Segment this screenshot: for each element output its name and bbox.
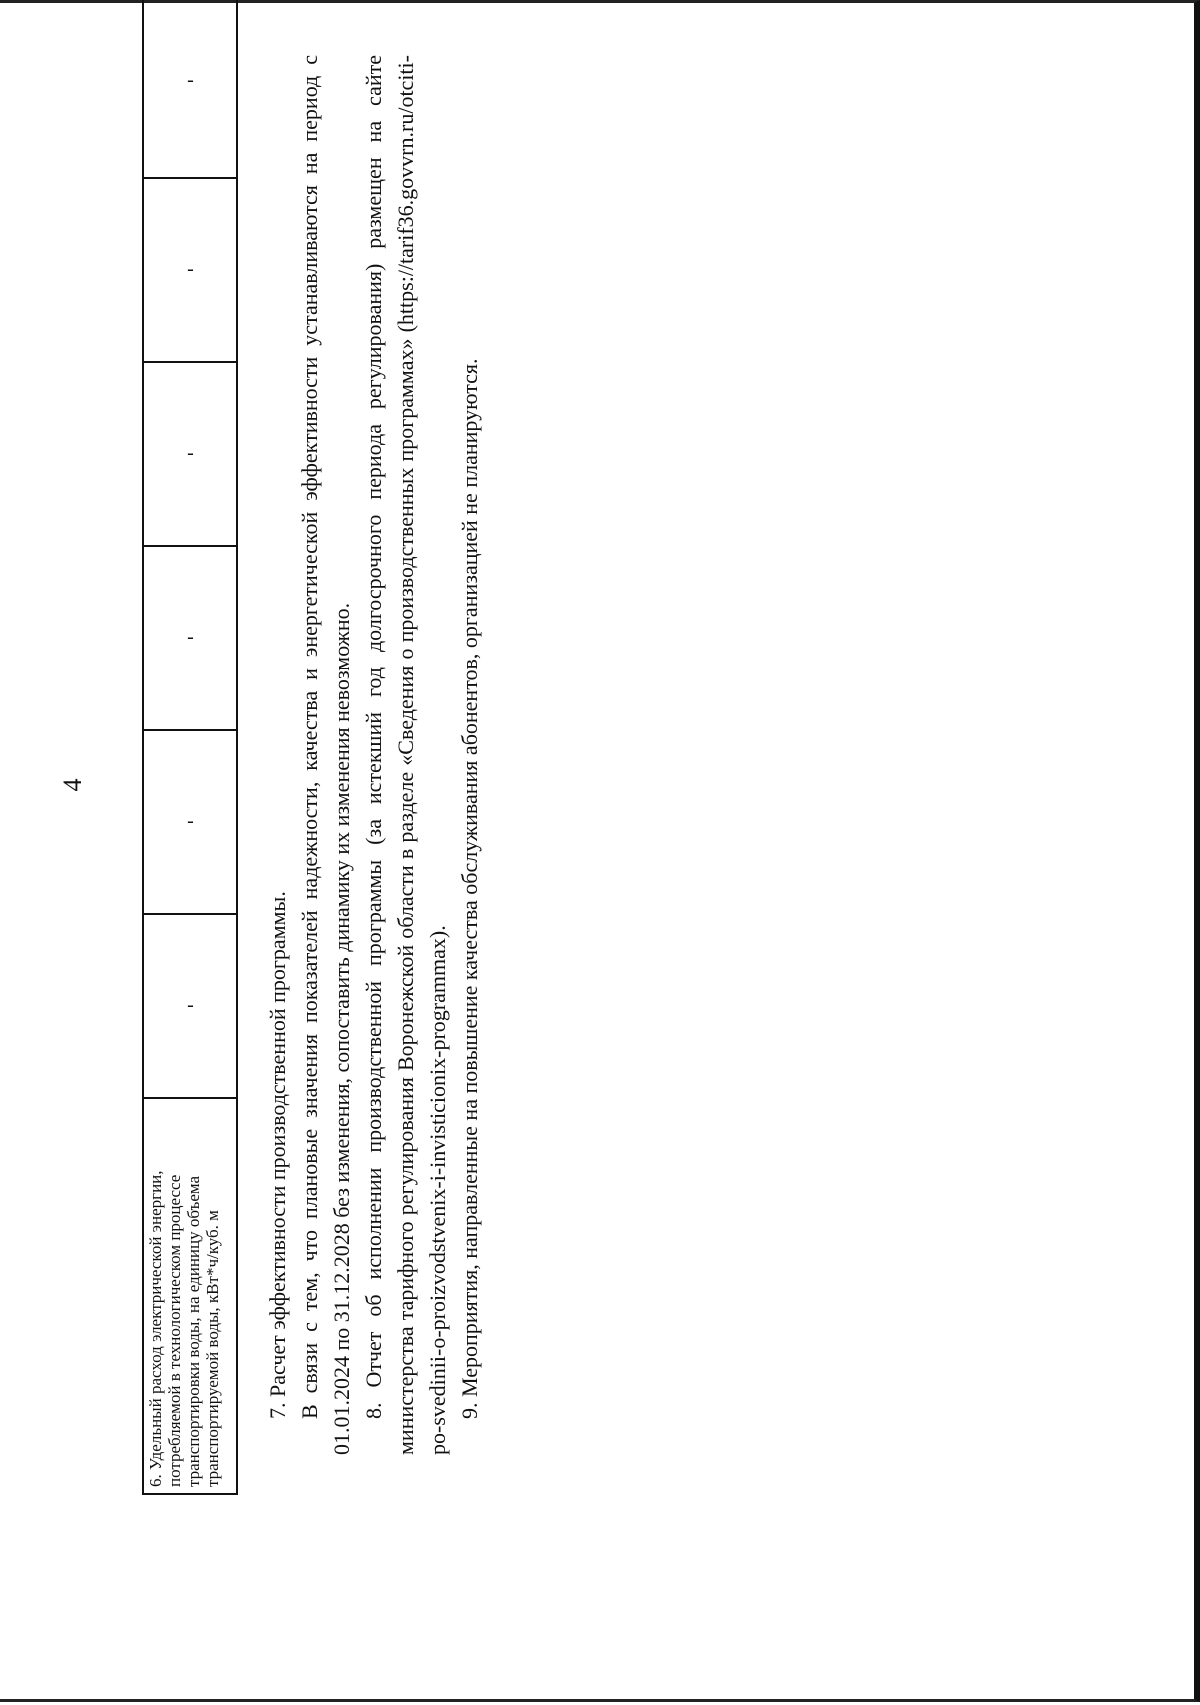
body-text [262, 55, 486, 1455]
indicator-table [142, 0, 238, 1495]
value-cell [143, 362, 237, 546]
rotated-document [0, 3, 1200, 1705]
value-cell [143, 914, 237, 1098]
value-dash: - [186, 69, 194, 92]
section-7-body: В связи с тем, что плановые значения показателей надежности, качества и энергетической эффективности устанавливаются на период с 01.01.2024 по 31.12.2028 без изменения, сопоставить динамику их изменения невозможно. [297, 55, 354, 1455]
value-cell [143, 0, 237, 178]
value-cell [143, 178, 237, 362]
table-row [143, 0, 237, 1494]
section-8-paragraph: 8. Отчет об исполнении производственной программы (за истекший год долгосрочного периода регулирования) размещен на сайте министерства тарифного регулирования Воронежской области в разделе «Сведения о производственных программах» (https://tarif36.govvrn.ru/otciti-po-svedinii-o-proizvodstvenix-i-invisticionix-programmax). [361, 55, 450, 1455]
value-dash: - [186, 626, 194, 649]
page-number: 4 [58, 778, 87, 792]
section-9-paragraph: 9. Мероприятия, направленные на повышение качества обслуживания абонентов, организацией не планируются. [457, 358, 482, 1419]
indicator-label-cell: 6. Удельный расход электрической энергии, потребляемой в технологическом процессе транспортировки воды, на единицу объема транспортируемой воды, кВт*ч/куб. м [143, 1098, 237, 1494]
value-cell [143, 730, 237, 914]
value-dash: - [186, 994, 194, 1017]
value-dash: - [186, 258, 194, 281]
value-cell [143, 546, 237, 730]
section-7-heading: 7. Расчет эффективности производственной программы. [265, 891, 290, 1419]
value-dash: - [186, 442, 194, 465]
value-dash: - [186, 810, 194, 833]
